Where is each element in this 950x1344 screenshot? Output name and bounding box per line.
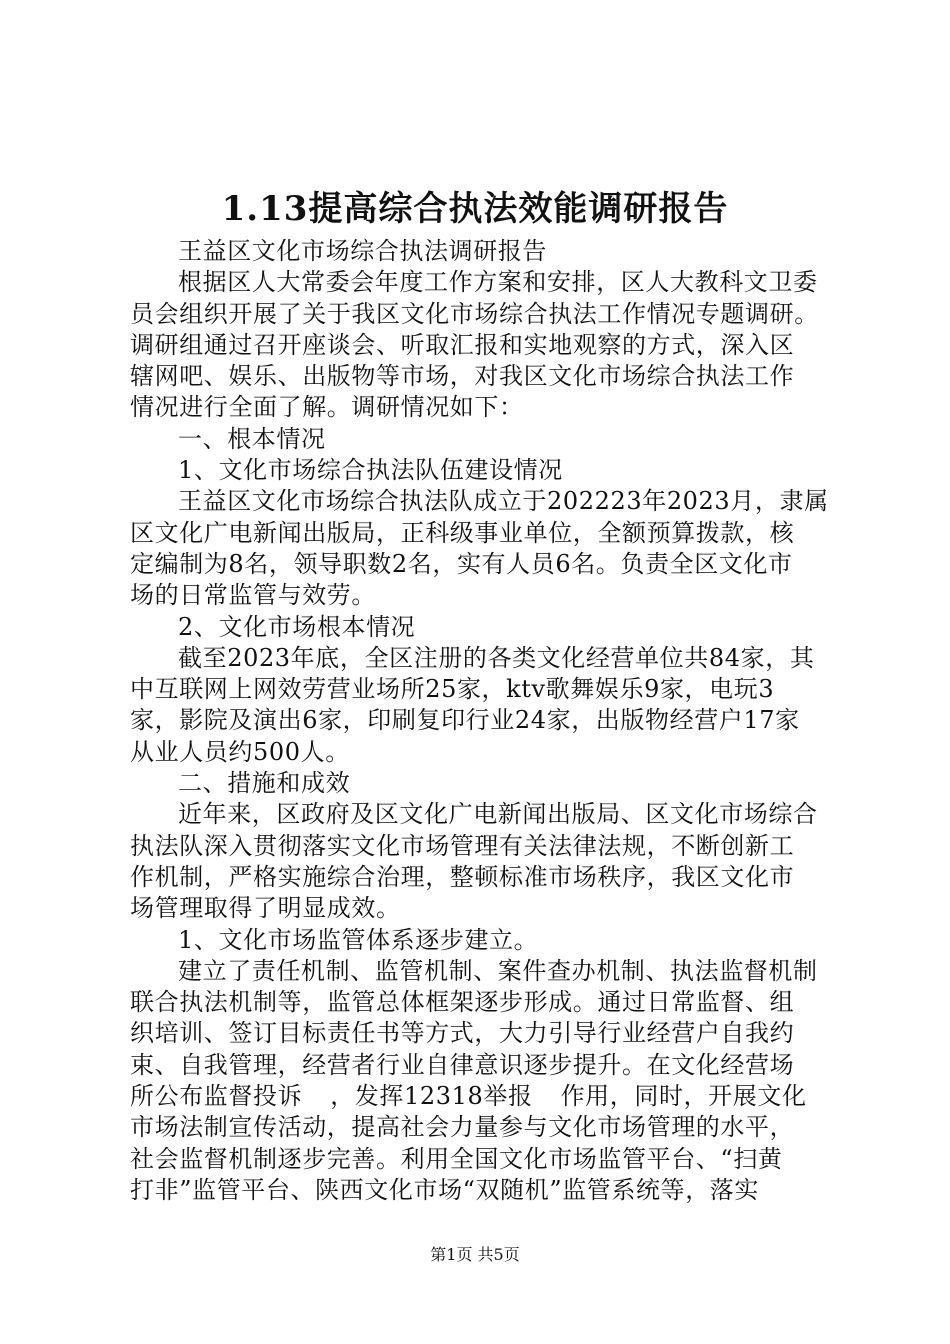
text-line: 王益区文化市场综合执法队成立于202223年2023月，隶属 bbox=[178, 487, 829, 516]
text-line: 调研组通过召开座谈会、听取汇报和实地观察的方式，深入区 bbox=[130, 330, 795, 359]
text-line-with-gaps bbox=[130, 1081, 835, 1112]
text-line: 场管理取得了明显成效。 bbox=[130, 894, 401, 923]
text-line: 建立了责任机制、监管机制、案件查办机制、执法监督机制 bbox=[178, 956, 818, 985]
text-line: 作机制，严格实施综合治理，整顿标准市场秩序，我区文化市 bbox=[130, 862, 795, 891]
text-line: 截至2023年底，全区注册的各类文化经营单位共84家，其 bbox=[178, 643, 815, 672]
text-line: 束、自我管理，经营者行业自律意识逐步提升。在文化经营场 bbox=[130, 1050, 795, 1079]
text-line: 家，影院及演出6家，印刷复印行业24家，出版物经营户17家 bbox=[130, 706, 800, 735]
text-line: 2、文化市场根本情况 bbox=[178, 612, 416, 641]
text-line: 中互联网上网效劳营业场所25家，ktv歌舞娱乐9家，电玩3 bbox=[130, 675, 775, 704]
text-line: 1、文化市场综合执法队伍建设情况 bbox=[178, 456, 563, 485]
text-line: 情况进行全面了解。调研情况如下： bbox=[130, 393, 524, 422]
text-line: 一、根本情况 bbox=[178, 424, 326, 453]
text-segment: 作用，同时，开展文化 bbox=[560, 1082, 807, 1111]
document-title: 1.13提高综合执法效能调研报告 bbox=[221, 189, 729, 229]
text-line: 执法队深入贯彻落实文化市场管理有关法律法规，不断创新工 bbox=[130, 831, 795, 860]
text-line: 场的日常监管与效劳。 bbox=[130, 581, 376, 610]
text-line: 定编制为8名，领导职数2名，实有人员6名。负责全区文化市 bbox=[130, 549, 793, 578]
text-line: 织培训、签订目标责任书等方式，大力引导行业经营户自我约 bbox=[130, 1019, 795, 1048]
text-line: 联合执法机制等，监管总体框架逐步形成。通过日常监督、组 bbox=[130, 988, 795, 1017]
page-number-footer: 第1页 共5页 bbox=[430, 1245, 520, 1264]
text-line: 近年来，区政府及区文化广电新闻出版局、区文化市场综合 bbox=[178, 800, 818, 829]
text-line: 二、措施和成效 bbox=[178, 769, 351, 798]
text-line: 市场法制宣传活动，提高社会力量参与文化市场管理的水平， bbox=[130, 1113, 795, 1142]
text-segment: ，发挥12318举报 bbox=[330, 1082, 533, 1111]
text-line: 辖网吧、娱乐、出版物等市场，对我区文化市场综合执法工作 bbox=[130, 362, 795, 391]
text-line: 1、文化市场监管体系逐步建立。 bbox=[178, 925, 539, 954]
text-line: 从业人员约500人。 bbox=[130, 737, 350, 766]
text-segment: 所公布监督投诉 bbox=[130, 1082, 303, 1111]
text-line: 员会组织开展了关于我区文化市场综合执法工作情况专题调研。 bbox=[130, 299, 819, 328]
text-line: 社会监督机制逐步完善。利用全国文化市场监管平台、“扫黄 bbox=[130, 1144, 783, 1173]
text-line: 根据区人大常委会年度工作方案和安排，区人大教科文卫委 bbox=[178, 268, 818, 297]
document-body bbox=[130, 236, 835, 1206]
text-line: 打非”监管平台、陕西文化市场“双随机”监管系统等，落实 bbox=[130, 1175, 760, 1204]
paragraph-lines bbox=[130, 236, 835, 1081]
text-line: 王益区文化市场综合执法调研报告 bbox=[178, 237, 547, 265]
text-line: 区文化广电新闻出版局，正科级事业单位，全额预算拨款，核 bbox=[130, 518, 795, 547]
